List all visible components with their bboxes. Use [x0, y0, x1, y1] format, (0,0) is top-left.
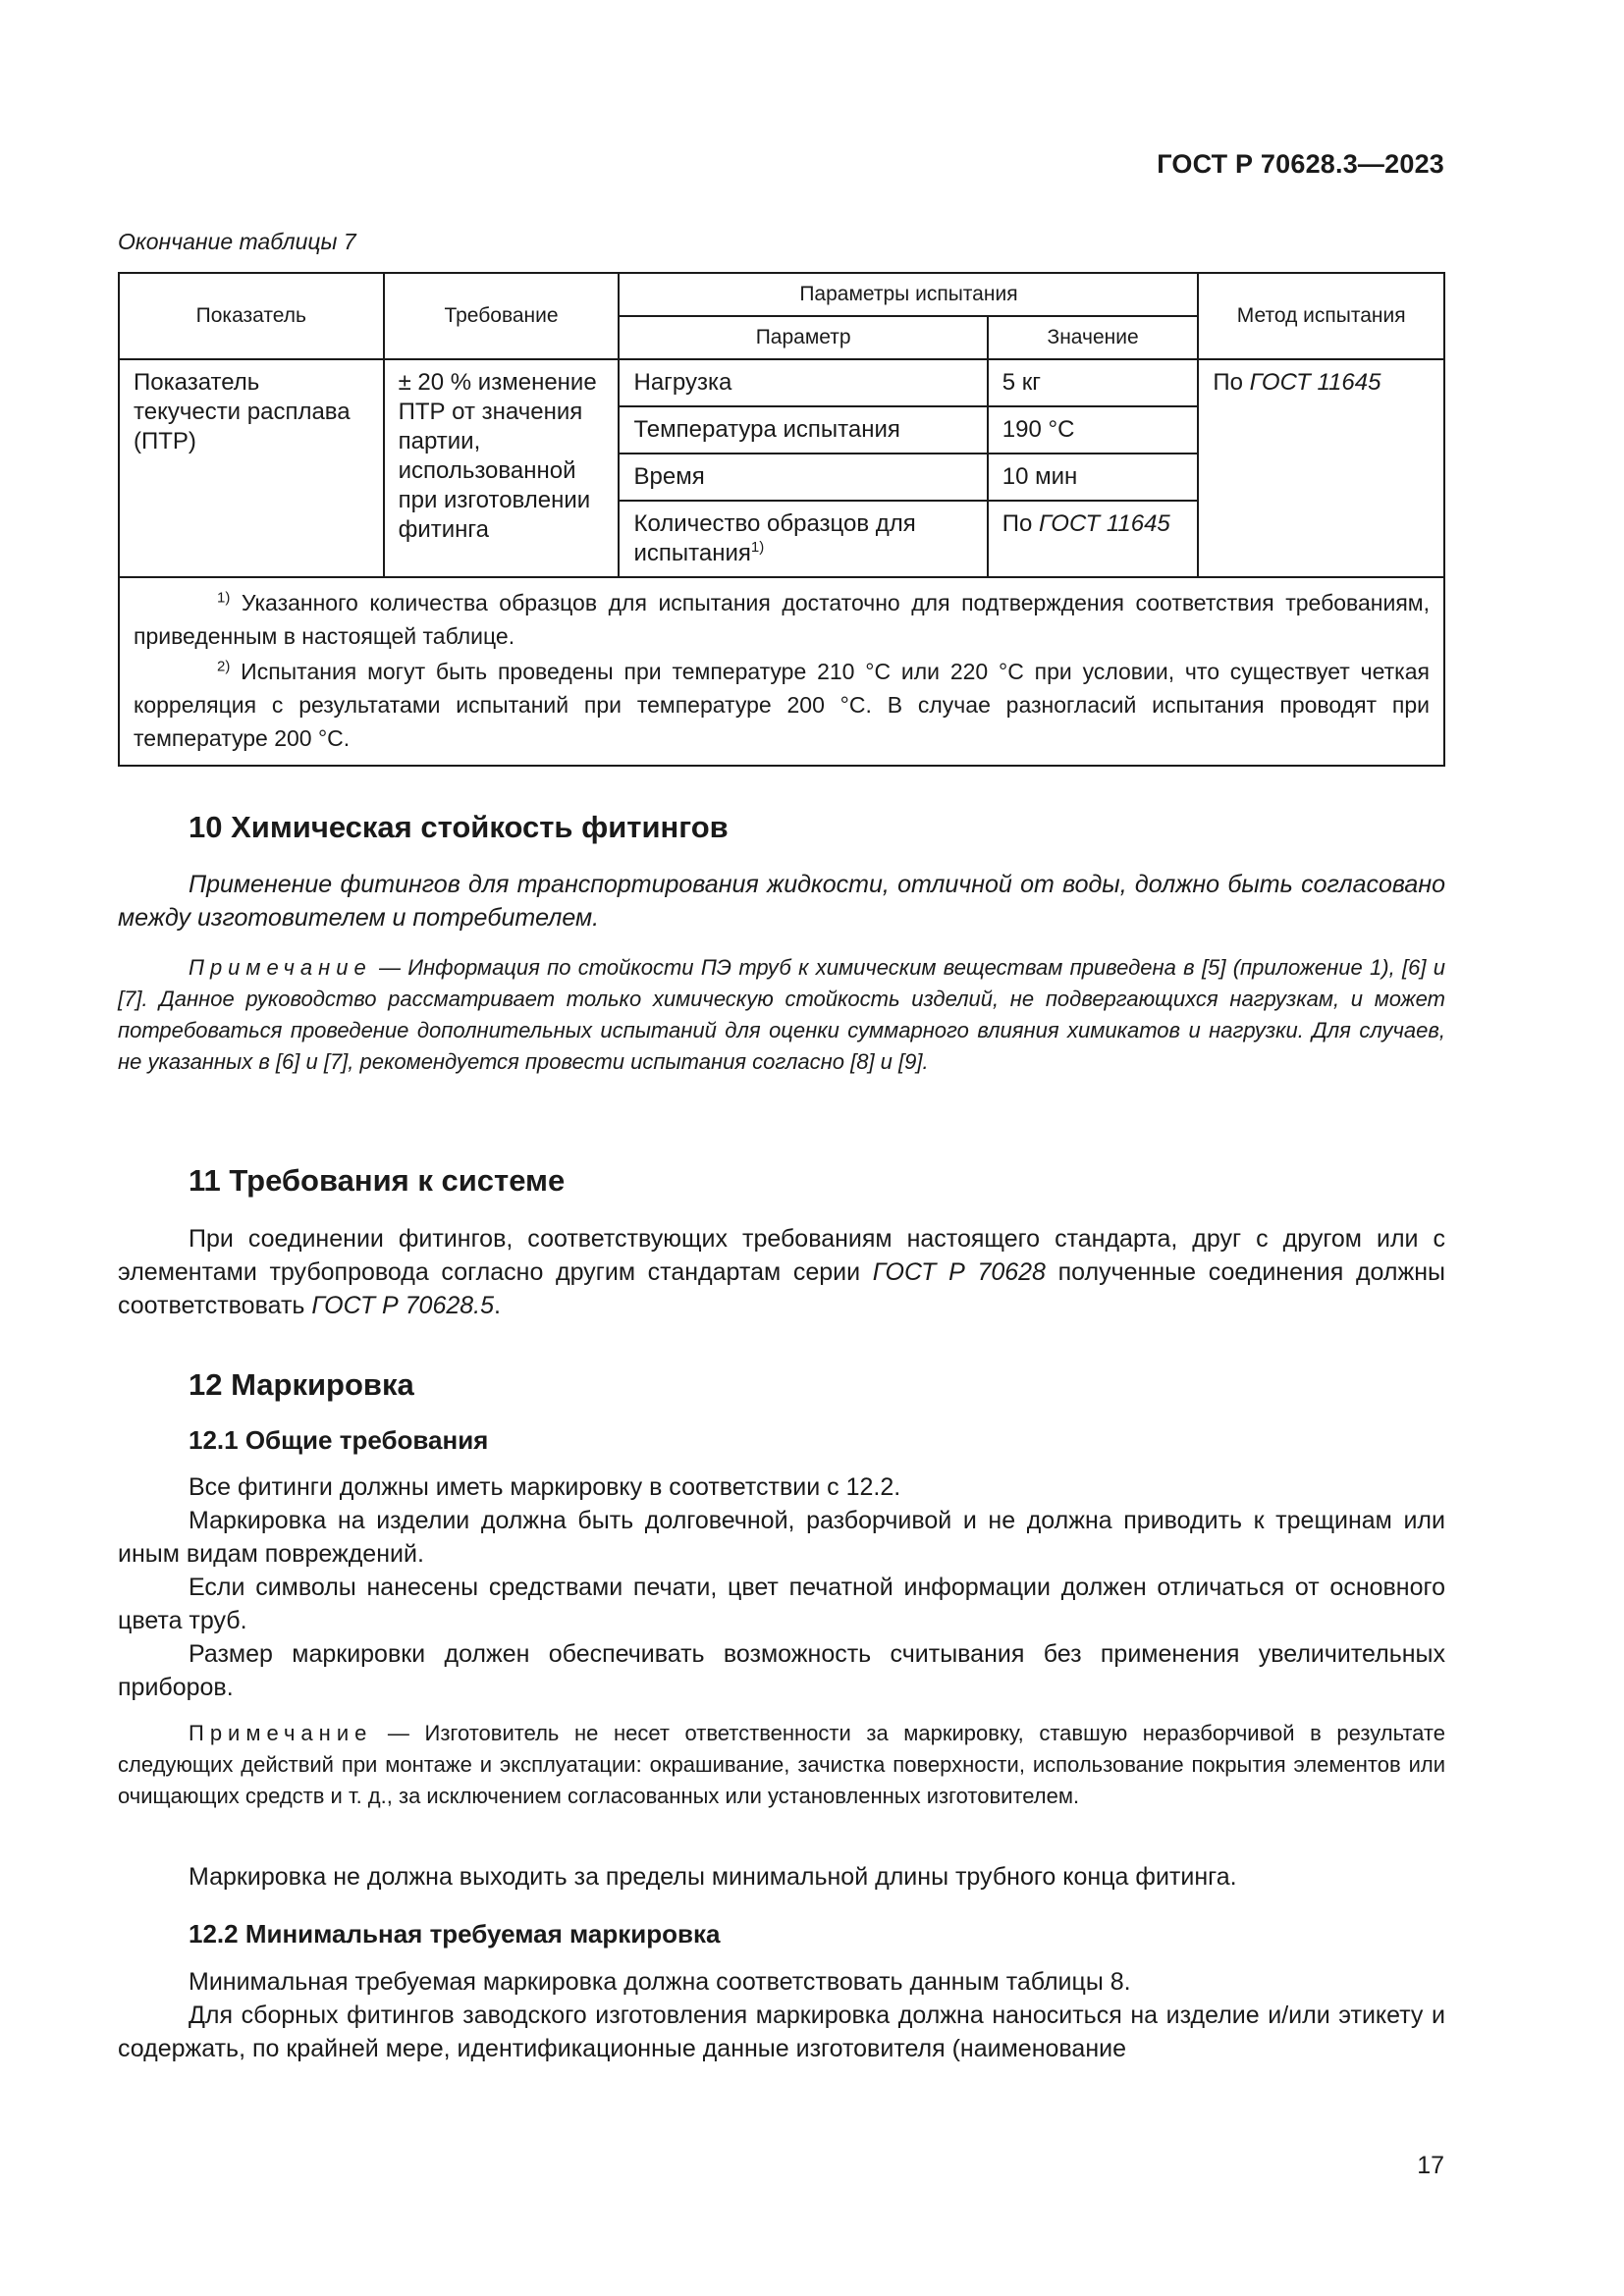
- table-footnotes: [119, 577, 1444, 766]
- note-paragraph: [118, 1718, 1445, 1812]
- cell-param-name: Температура испытания: [619, 406, 987, 454]
- note-label: Примечание: [189, 1721, 373, 1745]
- subsection-12-1-note: [118, 1718, 1445, 1812]
- cell-param-value: [988, 501, 1199, 577]
- section-10-title: 10 Химическая стойкость фитингов: [189, 810, 729, 844]
- table-footnotes-row: [119, 577, 1444, 766]
- table-header-row: [119, 273, 1444, 316]
- subsection-12-1-body: [118, 1470, 1445, 1704]
- page-number: 17: [1417, 2152, 1444, 2179]
- text: При соединении фитингов, соответствующих требованиям настоящего стандарта, друг с другом или с элементами трубопровода согласно другим стандартам серии: [118, 1225, 1445, 1286]
- param-name-text: Количество образцов для испытания: [633, 510, 916, 566]
- section-12-title: 12 Маркировка: [189, 1367, 414, 1402]
- paragraph: Минимальная требуемая маркировка должна соответствовать данным таблицы 8.: [189, 1968, 1131, 1996]
- text: полученные соединения должны соответствовать: [118, 1258, 1445, 1319]
- footnote-text: Указанного количества образцов для испытания достаточно для подтверждения соответствия требованиям, приведенным в настоящей таблице.: [134, 590, 1430, 649]
- footnote-ref: 1): [750, 539, 765, 556]
- footnote-text: Испытания могут быть проведены при температуре 210 °С или 220 °С при условии, что существует четкая корреляция с результатами испытаний при температуре 200 °С. В случае разногласий испытания проводят при температуре 200 °С.: [134, 659, 1430, 751]
- header-test-params: Параметры испытания: [619, 273, 1198, 316]
- standard-ref: ГОСТ Р 70628.5: [311, 1292, 495, 1319]
- cell-requirement: ± 20 % изменение ПТР от значения партии, использованной при изготовлении фитинга: [384, 359, 620, 577]
- table-7: [118, 272, 1445, 767]
- paragraph: Все фитинги должны иметь маркировку в соответствии с 12.2.: [189, 1473, 901, 1501]
- value-ref: ГОСТ 11645: [1039, 510, 1170, 537]
- document-code: ГОСТ Р 70628.3—2023: [1157, 149, 1444, 179]
- paragraph: Маркировка на изделии должна быть долговечной, разборчивой и не должна приводить к трещинам или иным видам повреждений.: [118, 1507, 1445, 1568]
- section-10-body: [118, 868, 1445, 934]
- note-paragraph: [118, 952, 1445, 1078]
- paragraph: [118, 1222, 1445, 1322]
- paragraph: Для сборных фитингов заводского изготовления маркировка должна наноситься на изделие и/или этикету и содержать, по крайней мере, идентификационные данные изготовителя (наименование: [118, 2002, 1445, 2062]
- header-value: Значение: [988, 316, 1199, 359]
- subsection-12-1-title: 12.1 Общие требования: [189, 1425, 489, 1455]
- table-caption: Окончание таблицы 7: [118, 229, 356, 254]
- header-method: Метод испытания: [1198, 273, 1444, 359]
- footnote-mark: 1): [217, 589, 231, 607]
- header-requirement: Требование: [384, 273, 620, 359]
- paragraph: Размер маркировки должен обеспечивать возможность считывания без применения увеличительных приборов.: [118, 1640, 1445, 1701]
- section-11-body: [118, 1222, 1445, 1322]
- standard-ref: ГОСТ Р 70628: [872, 1258, 1046, 1286]
- paragraph: Применение фитингов для транспортирования жидкости, отличной от воды, должно быть согласовано между изготовителем и потребителем.: [118, 871, 1445, 932]
- cell-param-value: 190 °С: [988, 406, 1199, 454]
- section-11-title: 11 Требования к системе: [189, 1163, 566, 1198]
- text: .: [494, 1292, 501, 1319]
- header-parameter: Параметр: [619, 316, 987, 359]
- section-10-note: [118, 952, 1445, 1078]
- footnote-mark: 2): [217, 658, 231, 675]
- footnote-2: [134, 655, 1430, 755]
- cell-param-value: 10 мин: [988, 454, 1199, 501]
- paragraph: Маркировка не должна выходить за пределы минимальной длины трубного конца фитинга.: [189, 1863, 1237, 1891]
- header-indicator: Показатель: [119, 273, 384, 359]
- value-prefix: По: [1001, 510, 1040, 537]
- cell-param-value: 5 кг: [988, 359, 1199, 406]
- cell-indicator: Показатель текучести расплава (ПТР): [119, 359, 384, 577]
- cell-param-name: Время: [619, 454, 987, 501]
- cell-param-name: [619, 501, 987, 577]
- note-label: Примечание: [189, 955, 372, 980]
- method-prefix: По: [1213, 369, 1250, 396]
- subsection-12-1-last: [118, 1860, 1445, 1894]
- subsection-12-2-body: [118, 1965, 1445, 2065]
- footnote-1: [134, 586, 1430, 653]
- table-row: [119, 359, 1444, 406]
- subsection-12-2-title: 12.2 Минимальная требуемая маркировка: [189, 1919, 721, 1949]
- cell-method: [1198, 359, 1444, 577]
- method-ref: ГОСТ 11645: [1249, 369, 1381, 396]
- cell-param-name: Нагрузка: [619, 359, 987, 406]
- paragraph: Если символы нанесены средствами печати, цвет печатной информации должен отличаться от основного цвета труб.: [118, 1574, 1445, 1634]
- note-text: — Изготовитель не несет ответственности за маркировку, ставшую неразборчивой в результате следующих действий при монтаже и эксплуатации: окрашивание, зачистка поверхности, использование покрытия элементов или очищающих средств и т. д., за исключением согласованных или установленных изготовителем.: [118, 1721, 1445, 1808]
- note-text: — Информация по стойкости ПЭ труб к химическим веществам приведена в [5] (приложение 1), [6] и [7]. Данное руководство рассматривает только химическую стойкость изделий, не подвергающихся нагрузкам, и может потребоваться проведение дополнительных испытаний для оценки суммарного влияния химикатов и нагрузки. Для случаев, не указанных в [6] и [7], рекомендуется провести испытания согласно [8] и [9].: [118, 955, 1445, 1074]
